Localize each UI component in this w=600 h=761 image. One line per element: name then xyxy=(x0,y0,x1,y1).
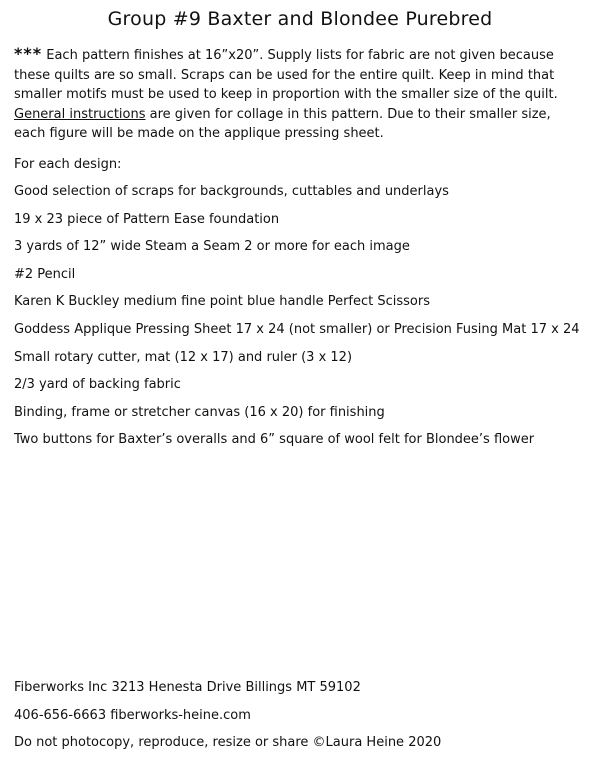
intro-paragraph xyxy=(14,44,586,144)
supply-item: Karen K Buckley medium fine point blue handle Perfect Scissors xyxy=(14,294,430,310)
intro-text: Each pattern finishes at 16”x20”. Supply lists for fabric are not given because these quilts are so small. Scraps can be used for the entire quilt. Keep in mind that smaller motifs must be used to keep in proportion with the smaller size of the quilt. xyxy=(14,48,558,102)
supply-item: Good selection of scraps for backgrounds, cuttables and underlays xyxy=(14,184,449,199)
footer-address: Fiberworks Inc 3213 Henesta Drive Billings MT 59102 xyxy=(14,680,361,695)
footer xyxy=(14,678,594,761)
supply-list xyxy=(14,182,594,458)
supply-item: 19 x 23 piece of Pattern Ease foundation xyxy=(14,211,280,227)
supply-item: Binding, frame or stretcher canvas (16 x 20) for finishing xyxy=(14,404,385,420)
design-heading: For each design: xyxy=(14,157,122,172)
supply-item: Two buttons for Baxter’s overalls and 6” square of wool felt for Blondee’s flower xyxy=(14,432,535,448)
supply-item: #2 Pencil xyxy=(14,266,76,282)
supply-item: Small rotary cutter, mat (12 x 17) and ruler (3 x 12) xyxy=(14,349,353,365)
supply-item: 3 yards of 12” wide Steam a Seam 2 or more for each image xyxy=(14,239,410,255)
page-title: Group #9 Baxter and Blondee Purebred xyxy=(107,8,493,30)
general-instructions-link[interactable]: General instructions xyxy=(14,106,146,122)
footer-contact: 406-656-6663 fiberworks-heine.com xyxy=(14,707,251,723)
footer-copyright: Do not photocopy, reproduce, resize or share ©Laura Heine 2020 xyxy=(14,735,442,750)
supply-item: 2/3 yard of backing fabric xyxy=(14,377,181,393)
supply-item: Goddess Applique Pressing Sheet 17 x 24 (not smaller) or Precision Fusing Mat 17 x 24 xyxy=(14,321,580,337)
asterisk-marker: *** xyxy=(14,44,43,63)
intro-text-continued: are given for collage in this pattern. Due to their smaller size, each figure will be made on the applique pressing sheet. xyxy=(14,106,551,141)
